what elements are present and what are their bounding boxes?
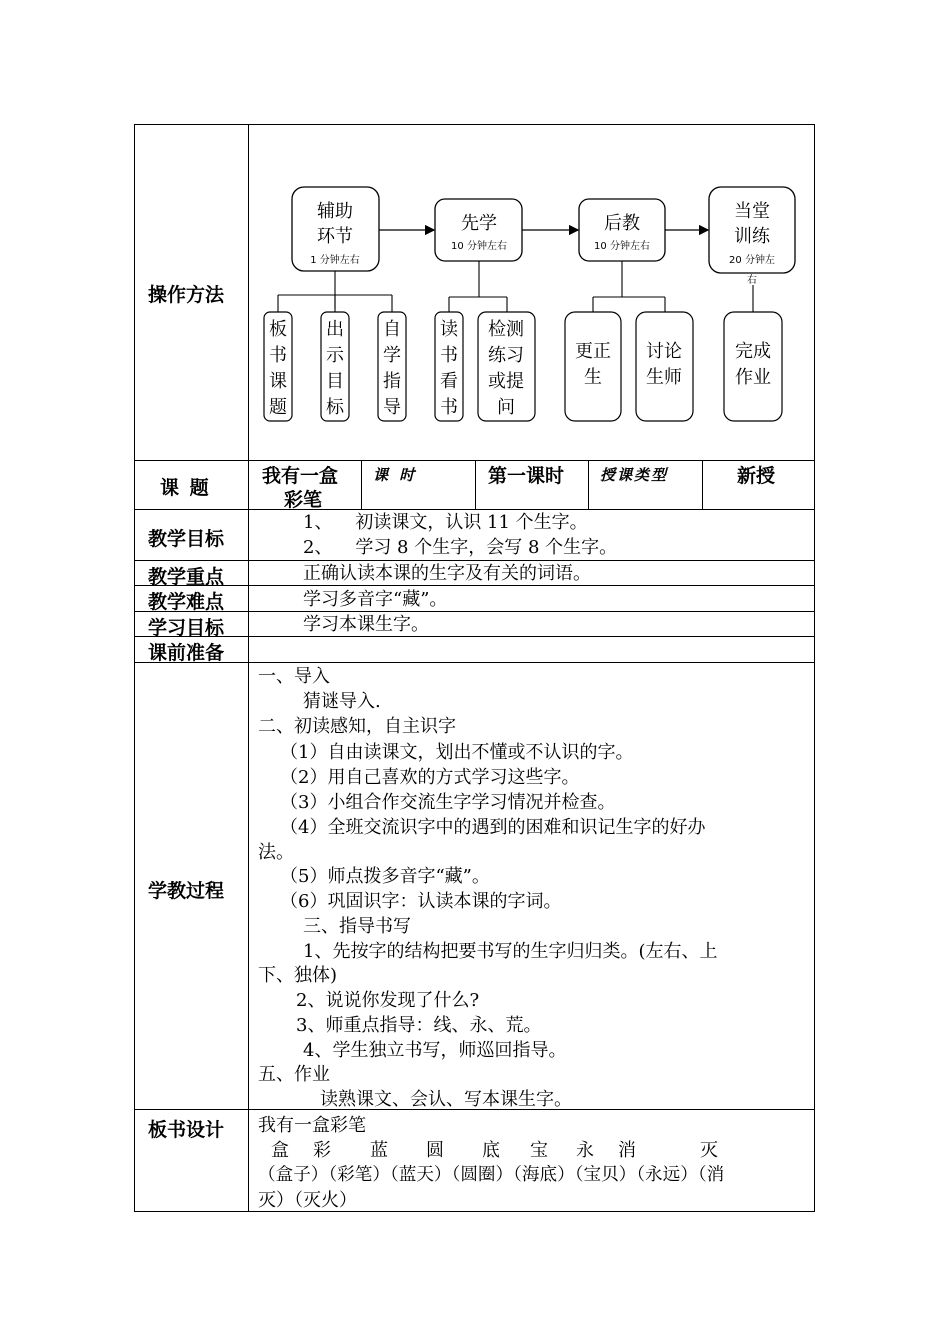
sub-text: 指 xyxy=(383,371,401,392)
process-line: 2、说说你发现了什么? xyxy=(296,990,480,1011)
process-line: （6）巩固识字：认读本课的字词。 xyxy=(280,891,562,912)
flow-time: 20 分钟左 xyxy=(729,255,775,266)
process-line: 五、作业 xyxy=(258,1064,330,1085)
type-value: 新授 xyxy=(737,465,776,487)
board-char: 消 xyxy=(618,1140,636,1161)
process-line: （5）师点拨多音字“藏”。 xyxy=(280,866,490,887)
flow-diagram xyxy=(249,125,814,460)
process-label: 学教过程 xyxy=(148,880,225,902)
process-line: 三、指导书写 xyxy=(303,916,411,937)
process-line: 1、先按字的结构把要书写的生字归归类。(左右、上 xyxy=(303,941,718,962)
process-line: 4、学生独立书写，师巡回指导。 xyxy=(303,1040,567,1061)
sub-text: 讨论 xyxy=(646,341,682,362)
sub-text: 标 xyxy=(326,397,344,418)
sub-text: 问 xyxy=(497,397,515,418)
sub-text: 检测 xyxy=(488,319,524,340)
sub-text: 目 xyxy=(326,371,344,392)
flow-text: 先学 xyxy=(461,213,497,234)
board-char: 灭 xyxy=(700,1140,718,1161)
hours-value: 第一课时 xyxy=(488,465,565,487)
sub-text: 作业 xyxy=(735,367,771,388)
svg-text:环节 xyxy=(317,226,353,247)
board-words: 灭）（灭火） xyxy=(258,1190,357,1211)
sub-text: 题 xyxy=(269,397,287,418)
process-line: （3）小组合作交流生字学习情况并检查。 xyxy=(280,792,616,813)
sub-text: 书 xyxy=(440,345,458,366)
lesson-title-line1: 我有一盒 xyxy=(262,465,339,487)
sub-text: 或提 xyxy=(488,371,524,392)
difficulty-text: 学习多音字“藏”。 xyxy=(303,589,448,610)
type-label: 授课类型 xyxy=(600,466,669,484)
sub-text: 书 xyxy=(440,397,458,418)
flow-time: 10 分钟左右 xyxy=(594,241,650,252)
flow-text: 训练 xyxy=(734,226,770,247)
board-title: 我有一盒彩笔 xyxy=(258,1115,366,1136)
board-char: 盒 xyxy=(271,1140,289,1161)
board-char: 底 xyxy=(482,1140,500,1161)
sub-text: 课 xyxy=(269,371,287,392)
key-point-text: 正确认读本课的生字及有关的词语。 xyxy=(303,563,591,584)
sub-text: 示 xyxy=(326,345,344,366)
operation-label: 操作方法 xyxy=(148,284,225,306)
flow-text: 当堂 xyxy=(734,201,770,222)
goals-label: 教学目标 xyxy=(148,528,225,550)
key-point-label: 教学重点 xyxy=(148,566,225,588)
board-char: 宝 xyxy=(530,1140,548,1161)
sub-text: 自 xyxy=(383,319,401,340)
flow-text: 后教 xyxy=(604,213,640,234)
board-char: 蓝 xyxy=(370,1140,388,1161)
sub-text: 书 xyxy=(269,345,287,366)
flow-time: 10 分钟左右 xyxy=(451,241,507,252)
prep-label: 课前准备 xyxy=(148,642,225,664)
sub-text: 学 xyxy=(383,345,401,366)
goal-item: 2、 学习 8 个生字，会写 8 个生字。 xyxy=(303,537,618,558)
process-line: 二、初读感知，自主识字 xyxy=(258,716,456,737)
learn-goal-text: 学习本课生字。 xyxy=(303,614,429,635)
sub-text: 出 xyxy=(326,319,344,340)
sub-text: 生 xyxy=(584,367,602,388)
sub-text: 读 xyxy=(440,319,458,340)
sub-text: 板 xyxy=(269,319,287,340)
svg-text:辅助 xyxy=(317,201,353,222)
process-line: 一、导入 xyxy=(258,666,330,687)
sub-text: 看 xyxy=(440,371,458,392)
lesson-label: 课 题 xyxy=(160,477,211,499)
difficulty-label: 教学难点 xyxy=(148,591,225,613)
process-line: 下、独体) xyxy=(258,965,338,986)
lesson-title-line2: 彩笔 xyxy=(284,489,323,511)
process-line: （2）用自己喜欢的方式学习这些字。 xyxy=(280,767,580,788)
sub-text: 完成 xyxy=(735,341,771,362)
process-line: 3、师重点指导：线、永、荒。 xyxy=(296,1015,542,1036)
flow-time: 右 xyxy=(747,275,757,286)
board-char: 永 xyxy=(576,1140,594,1161)
sub-text: 练习 xyxy=(488,345,524,366)
flow-text: 辅助 xyxy=(317,201,353,222)
process-line: 法。 xyxy=(258,842,294,863)
goal-item: 1、 初读课文，认识 11 个生字。 xyxy=(303,512,588,533)
process-line: （1）自由读课文，划出不懂或不认识的字。 xyxy=(280,742,634,763)
flow-text: 环节 xyxy=(317,226,353,247)
board-char: 彩 xyxy=(313,1140,331,1161)
board-words: （盒子）（彩笔）（蓝天）（圆圈）（海底）（宝贝）（永远）（消 xyxy=(258,1165,725,1185)
board-char: 圆 xyxy=(426,1140,444,1161)
process-line: （4）全班交流识字中的遇到的困难和识记生字的好办 xyxy=(280,817,706,838)
flow-time: 1 分钟左右 xyxy=(310,255,360,266)
process-line: 读熟课文、会认、写本课生字。 xyxy=(320,1089,572,1110)
board-label: 板书设计 xyxy=(148,1119,225,1141)
learn-goal-label: 学习目标 xyxy=(148,617,225,639)
sub-text: 导 xyxy=(383,397,401,418)
sub-text: 更正 xyxy=(575,341,611,362)
hours-label: 课 时 xyxy=(373,466,418,484)
sub-text: 生师 xyxy=(646,367,682,388)
process-line: 猜谜导入. xyxy=(303,691,381,712)
